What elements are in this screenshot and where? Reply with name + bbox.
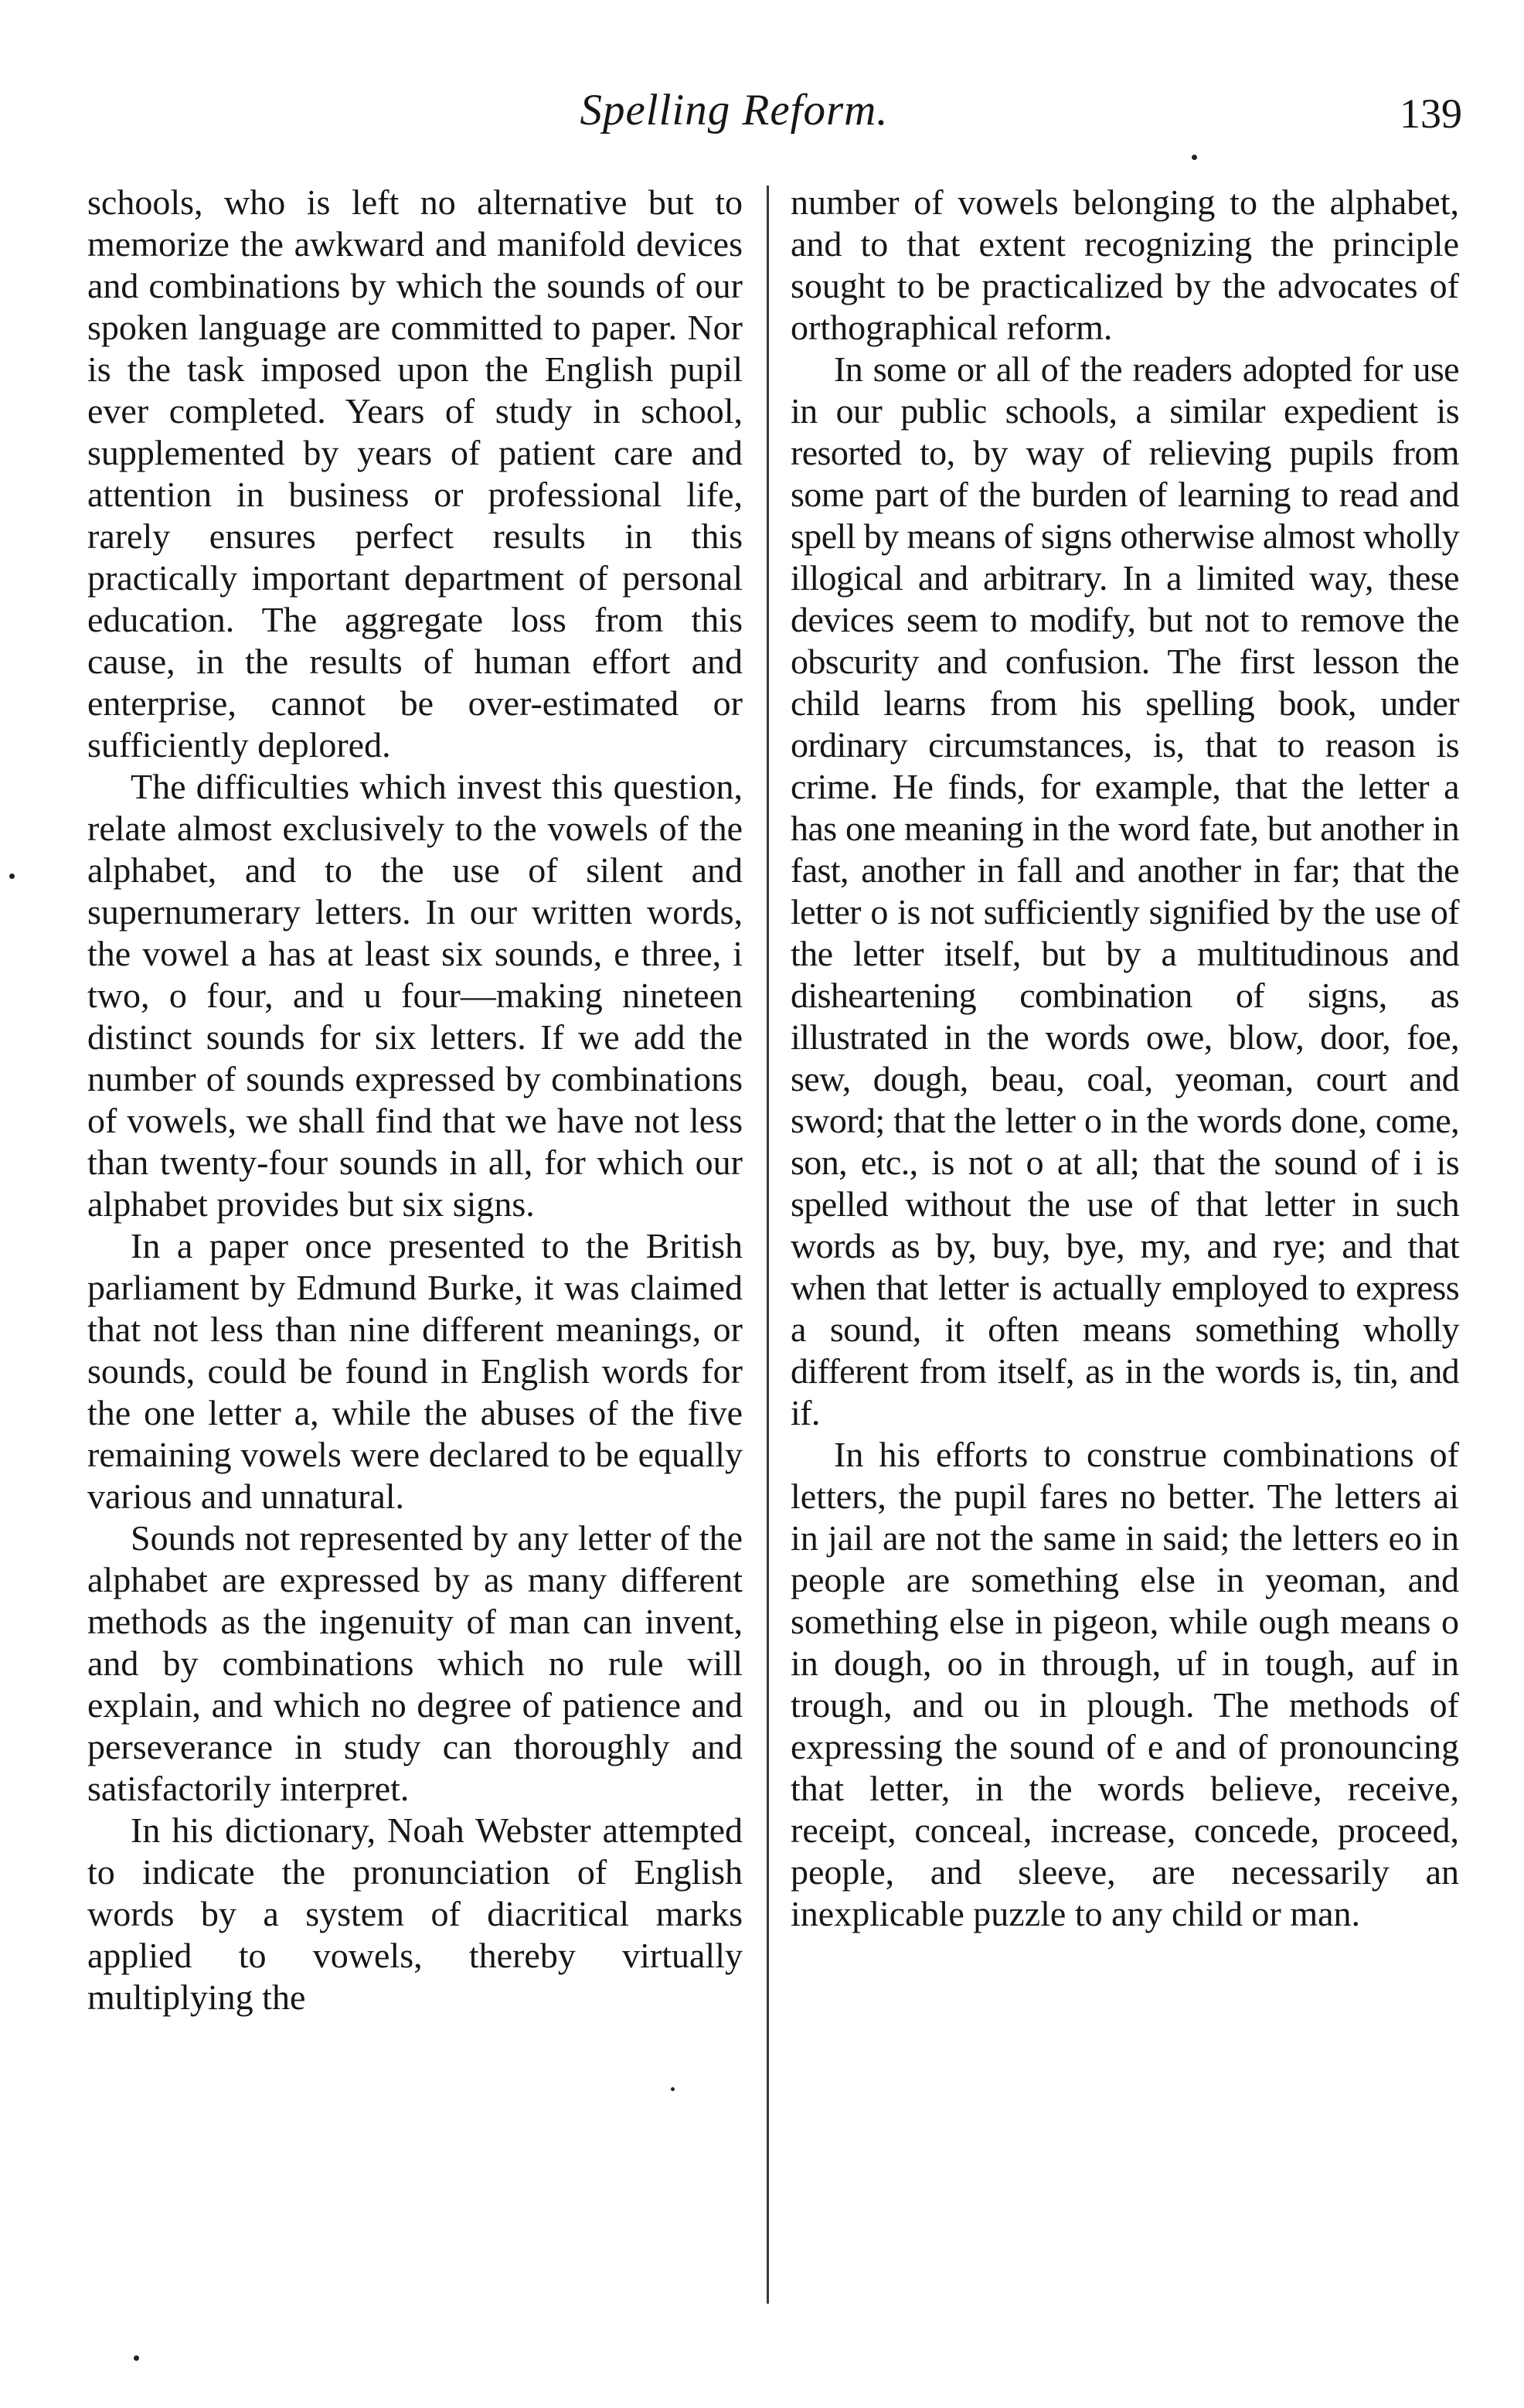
left-paragraph-5: In his dictionary, Noah Webster attempted to indicate the pronunciation of English words by a system of diacritical marks applied to vowels, thereby virtually multiplying the (87, 1810, 743, 2017)
left-paragraph-4: Sounds not represented by any letter of the alphabet are expressed by as many different methods as the ingenuity of man can invent, and by combinations which no rule will explain, and which no degree of patience and perseverance in study can thoroughly and satisfactorily interpret. (87, 1518, 743, 1808)
right-paragraph-2: In some or all of the readers adopted for use in our public schools, a similar expedient is resorted to, by way of relieving pupils from some part of the burden of learning to read and spell by means of signs otherwise almost wholly illogical and arbitrary. In a limited way, these devices seem to modify, but not to remove the obscurity and confusion. The first lesson the child learns from his spelling book, under ordinary circumstances, is, that to reason is crime. He finds, for example, that the letter a has one meaning in the word fate, but another in fast, another in fall and another in far; that the letter o is not sufficiently signified by the use of the letter itself, but by a multitudinous and disheartening combination of signs, as illustrated in the words owe, blow, door, foe, sew, dough, beau, coal, yeoman, court and sword; that the letter o in the words done, come, son, etc., is not o at all; that the sound of i is spelled without the use of that letter in such words as by, buy, bye, my, and rye; and that when that letter is actually employed to express a sound, it often means something wholly different from itself, as in the words is, tin, and if. (791, 349, 1459, 1432)
print-speck (671, 2087, 675, 2091)
page-number: 139 (1400, 90, 1462, 137)
print-speck (9, 874, 15, 879)
print-speck (1192, 155, 1197, 160)
right-paragraph-1: number of vowels belonging to the alphabet, and to that extent recognizing the principle sought to be practicalized by the advocates of orthographical reform. (791, 182, 1459, 347)
right-column (791, 182, 1459, 1935)
left-paragraph-3: In a paper once presented to the British parliament by Edmund Burke, it was claimed that not less than nine different meanings, or sounds, could be found in English words for the one letter a, while the abuses of the five remaining vowels were declared to be equally various and unnatural. (87, 1226, 743, 1516)
running-title: Spelling Reform. (580, 86, 889, 135)
right-paragraph-3: In his efforts to construe combinations of letters, the pupil fares no better. The letters ai in jail are not the same in said; the letters eo in people are something else in yeoman, and something else in pigeon, while ough means o in dough, oo in through, uf in tough, auf in trough, and ou in plough. The methods of expressing the sound of e and of pronouncing that letter, in the words believe, receive, receipt, conceal, increase, concede, proceed, people, and sleeve, are necessarily an inexplicable puzzle to any child or man. (791, 1435, 1459, 1933)
print-speck (134, 2355, 139, 2361)
left-paragraph-1: schools, who is left no alternative but to memorize the awkward and manifold devices and combinations by which the sounds of our spoken language are committed to paper. Nor is the task imposed upon the English pupil ever completed. Years of study in school, supplemented by years of patient care and attention in business or professional life, rarely ensures perfect results in this practically important department of personal education. The aggregate loss from this cause, in the results of human effort and enterprise, cannot be over-estimated or sufficiently deplored. (87, 182, 743, 765)
left-paragraph-2: The difficulties which invest this question, relate almost exclusively to the vowels of the alphabet, and to the use of silent and supernumerary letters. In our written words, the vowel a has at least six sounds, e three, i two, o four, and u four—making nineteen distinct sounds for six letters. If we add the number of sounds expressed by combinations of vowels, we shall find that we have not less than twenty-four sounds in all, for which our alphabet provides but six signs. (87, 767, 743, 1224)
left-column (87, 182, 743, 2018)
column-divider (767, 186, 769, 2304)
